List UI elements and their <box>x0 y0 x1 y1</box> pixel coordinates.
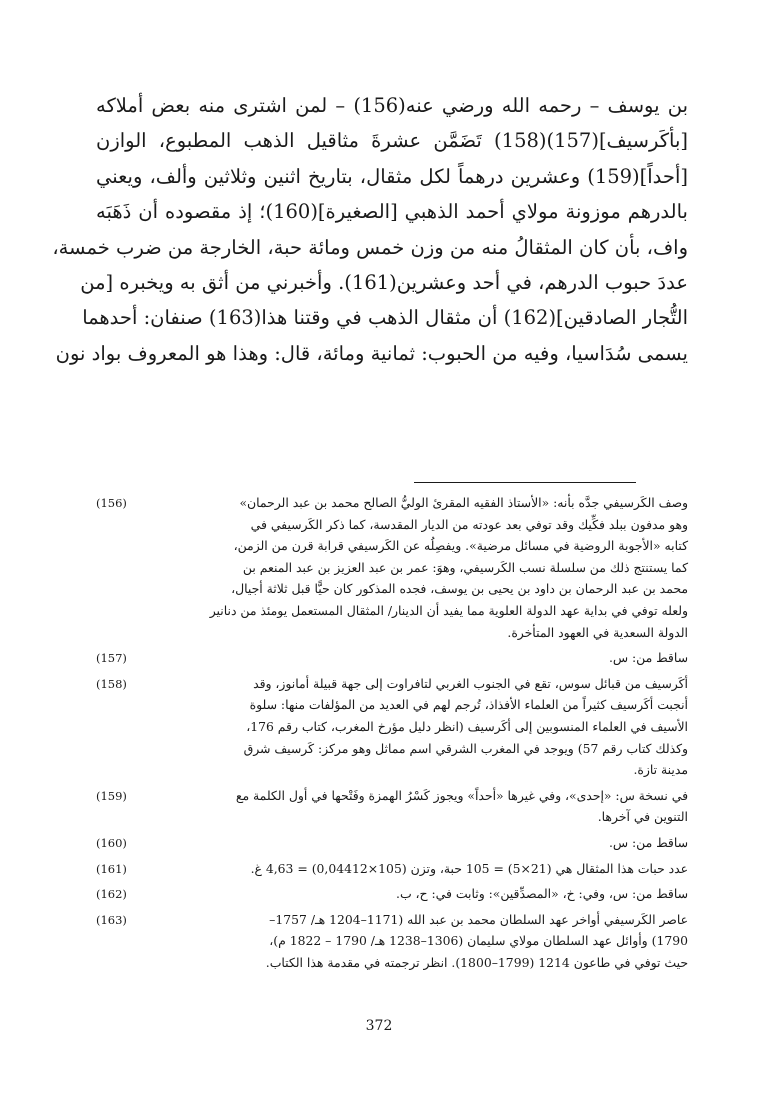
footnote-157 <box>96 647 688 670</box>
footnote-line: ولعله توفي في بداية عهد الدولة العلوية مما يفيد أن الدينار/ المثقال المستعمل يومئذ من دنانير <box>209 602 688 618</box>
footnote-number: (161) <box>96 861 127 876</box>
footnote-number: (163) <box>96 912 127 927</box>
footnote-number: (160) <box>96 835 127 850</box>
main-text-line: بن يوسف – رحمه الله ورضي عنه(156) – لمن اشترى منه بعض أملاكه <box>96 94 688 117</box>
footnote-body <box>144 883 688 906</box>
footnote-160 <box>96 832 688 855</box>
main-text-line: يسمى سُدَاسيا، وفيه من الحبوب: ثمانية ومائة، قال: وهذا هو المعروف بواد نون <box>55 341 688 365</box>
main-text-line: التُّجار الصادقين](162) أن مثقال الذهب في وقتنا هذا(163) صنفان: أحدهما <box>82 306 688 330</box>
footnote-line: كتابه «الأجوبة الروضية في مسائل مرضية». ويفصِلُه عن الكَرسيفي قرابة قرن من الزمن، <box>233 538 688 554</box>
footnotes <box>96 492 688 977</box>
footnote-line: ساقط من: س، وفي: خ، «المصدِّقين»: وثابت في: ح، ب. <box>396 886 688 902</box>
main-text <box>52 88 688 371</box>
footnote-body <box>144 909 688 974</box>
footnote-line: حيث توفي في طاعون 1214 (1799–1800). انظر ترجمته في مقدمة هذا الكتاب. <box>265 954 688 970</box>
footnote-158 <box>96 673 688 781</box>
footnote-line: أكَرسيف من قبائل سوس، تقع في الجنوب الغربي لتافراوت إلى جهة قبيلة أمانوز، وقد <box>253 675 688 691</box>
footnote-line: عدد حبات هذا المثقال هي (21×5) = 105 حبة، وتزن (105×0,04412) = 4,63 غ. <box>250 860 688 876</box>
footnote-159 <box>96 785 688 828</box>
footnote-line: عاصر الكَرسيفي أواخر عهد السلطان محمد بن عبد الله (1171–1204 هـ/ 1757– <box>269 911 688 927</box>
footnote-line: وصف الكَرسيفي جدَّه بأنه: «الأستاذ الفقيه المقرئ الوليُّ الصالح محمد بن عبد الرحمان» <box>239 495 688 510</box>
footnote-line: وكذلك كتاب رقم 57) ويوجد في المغرب الشرقي اسم مماثل وهو مركز: كَرسيف شرق <box>243 740 688 756</box>
footnote-body <box>144 858 688 881</box>
footnote-162 <box>96 883 688 906</box>
footnote-line: الأسيف في العلماء المنسوبين إلى أكَرسيف (انظر دليل مؤرخ المغرب، كتاب رقم 176، <box>246 718 688 734</box>
main-text-line: عددَ حبوب الدرهم، في أحد وعشرين(161). وأخبرني من أثق به ويخبره [من <box>80 270 688 294</box>
main-text-line: بالدرهم موزونة مولاي أحمد الذهبي [الصغيرة](160)؛ إذ مقصوده أن ذَهَبَه <box>96 200 688 224</box>
page-number: 372 <box>365 1018 393 1034</box>
footnote-number: (162) <box>96 887 127 902</box>
footnote-number: (157) <box>96 651 127 666</box>
main-text-line: واف، بأن كان المثقالُ منه من وزن خمس ومائة حبة، الخارجة من ضرب خمسة، <box>52 235 688 259</box>
footnote-number: (159) <box>96 788 127 803</box>
footnote-line: 1790) وأوائل عهد السلطان مولاي سليمان (1306–1238 هـ/ 1790 – 1822 م)، <box>269 933 688 949</box>
footnote-number: (156) <box>96 496 127 510</box>
footnote-line: أنجبت أكَرسيف كثيراً من العلماء الأفذاذ، تُرجم لهم في العديد من المؤلفات منها: سلوة <box>249 697 688 713</box>
footnote-line: في نسخة س: «إحدى»، وفي غيرها «أحداً» ويجوز كَسْرُ الهمزة وفَتْحها في أول الكلمة مع <box>235 787 688 803</box>
footnote-161 <box>96 858 688 881</box>
footnote-line: مدينة تازة. <box>633 762 688 778</box>
footnote-separator <box>414 482 636 483</box>
footnote-line: محمد بن عبد الرحمان بن داود بن يحيى بن يوسف، فجده المذكور كان حيًّا قبل ثلاثة أجيال، <box>231 581 688 597</box>
main-text-line: [أحداً](159) وعشرين درهماً لكل مثقال، بتاريخ اثنين وثلاثين وألف، ويعني <box>96 164 688 188</box>
footnote-156 <box>96 492 688 643</box>
footnote-line: التنوين في آخرها. <box>597 809 688 825</box>
footnote-line: ساقط من: س. <box>608 834 688 850</box>
footnote-163 <box>96 909 688 974</box>
footnote-body <box>144 673 688 781</box>
footnote-body <box>144 647 688 670</box>
footnote-body <box>144 785 688 828</box>
footnote-line: ساقط من: س. <box>608 650 688 666</box>
main-text-line: [بأكَرسيف](157)(158) تَضَمَّن عشرةَ مثاقيل الذهب المطبوع، الوازن <box>96 129 688 153</box>
footnote-line: الدولة السعدية في العهود المتأخرة. <box>507 624 688 640</box>
footnote-number: (158) <box>96 676 127 691</box>
footnote-line: كما يستنتج ذلك من سلسلة نسب الكَرسيفي، وهوَ: عمر بن عبد العزيز بن عبد المنعم بن <box>242 559 688 575</box>
footnote-line: وهو مدفون ببلد فكِّيك وقد توفي بعد عودته من الديار المقدسة، كما ذكر الكَرسيفي في <box>250 516 688 532</box>
footnote-body <box>144 832 688 855</box>
footnote-body <box>144 492 688 643</box>
